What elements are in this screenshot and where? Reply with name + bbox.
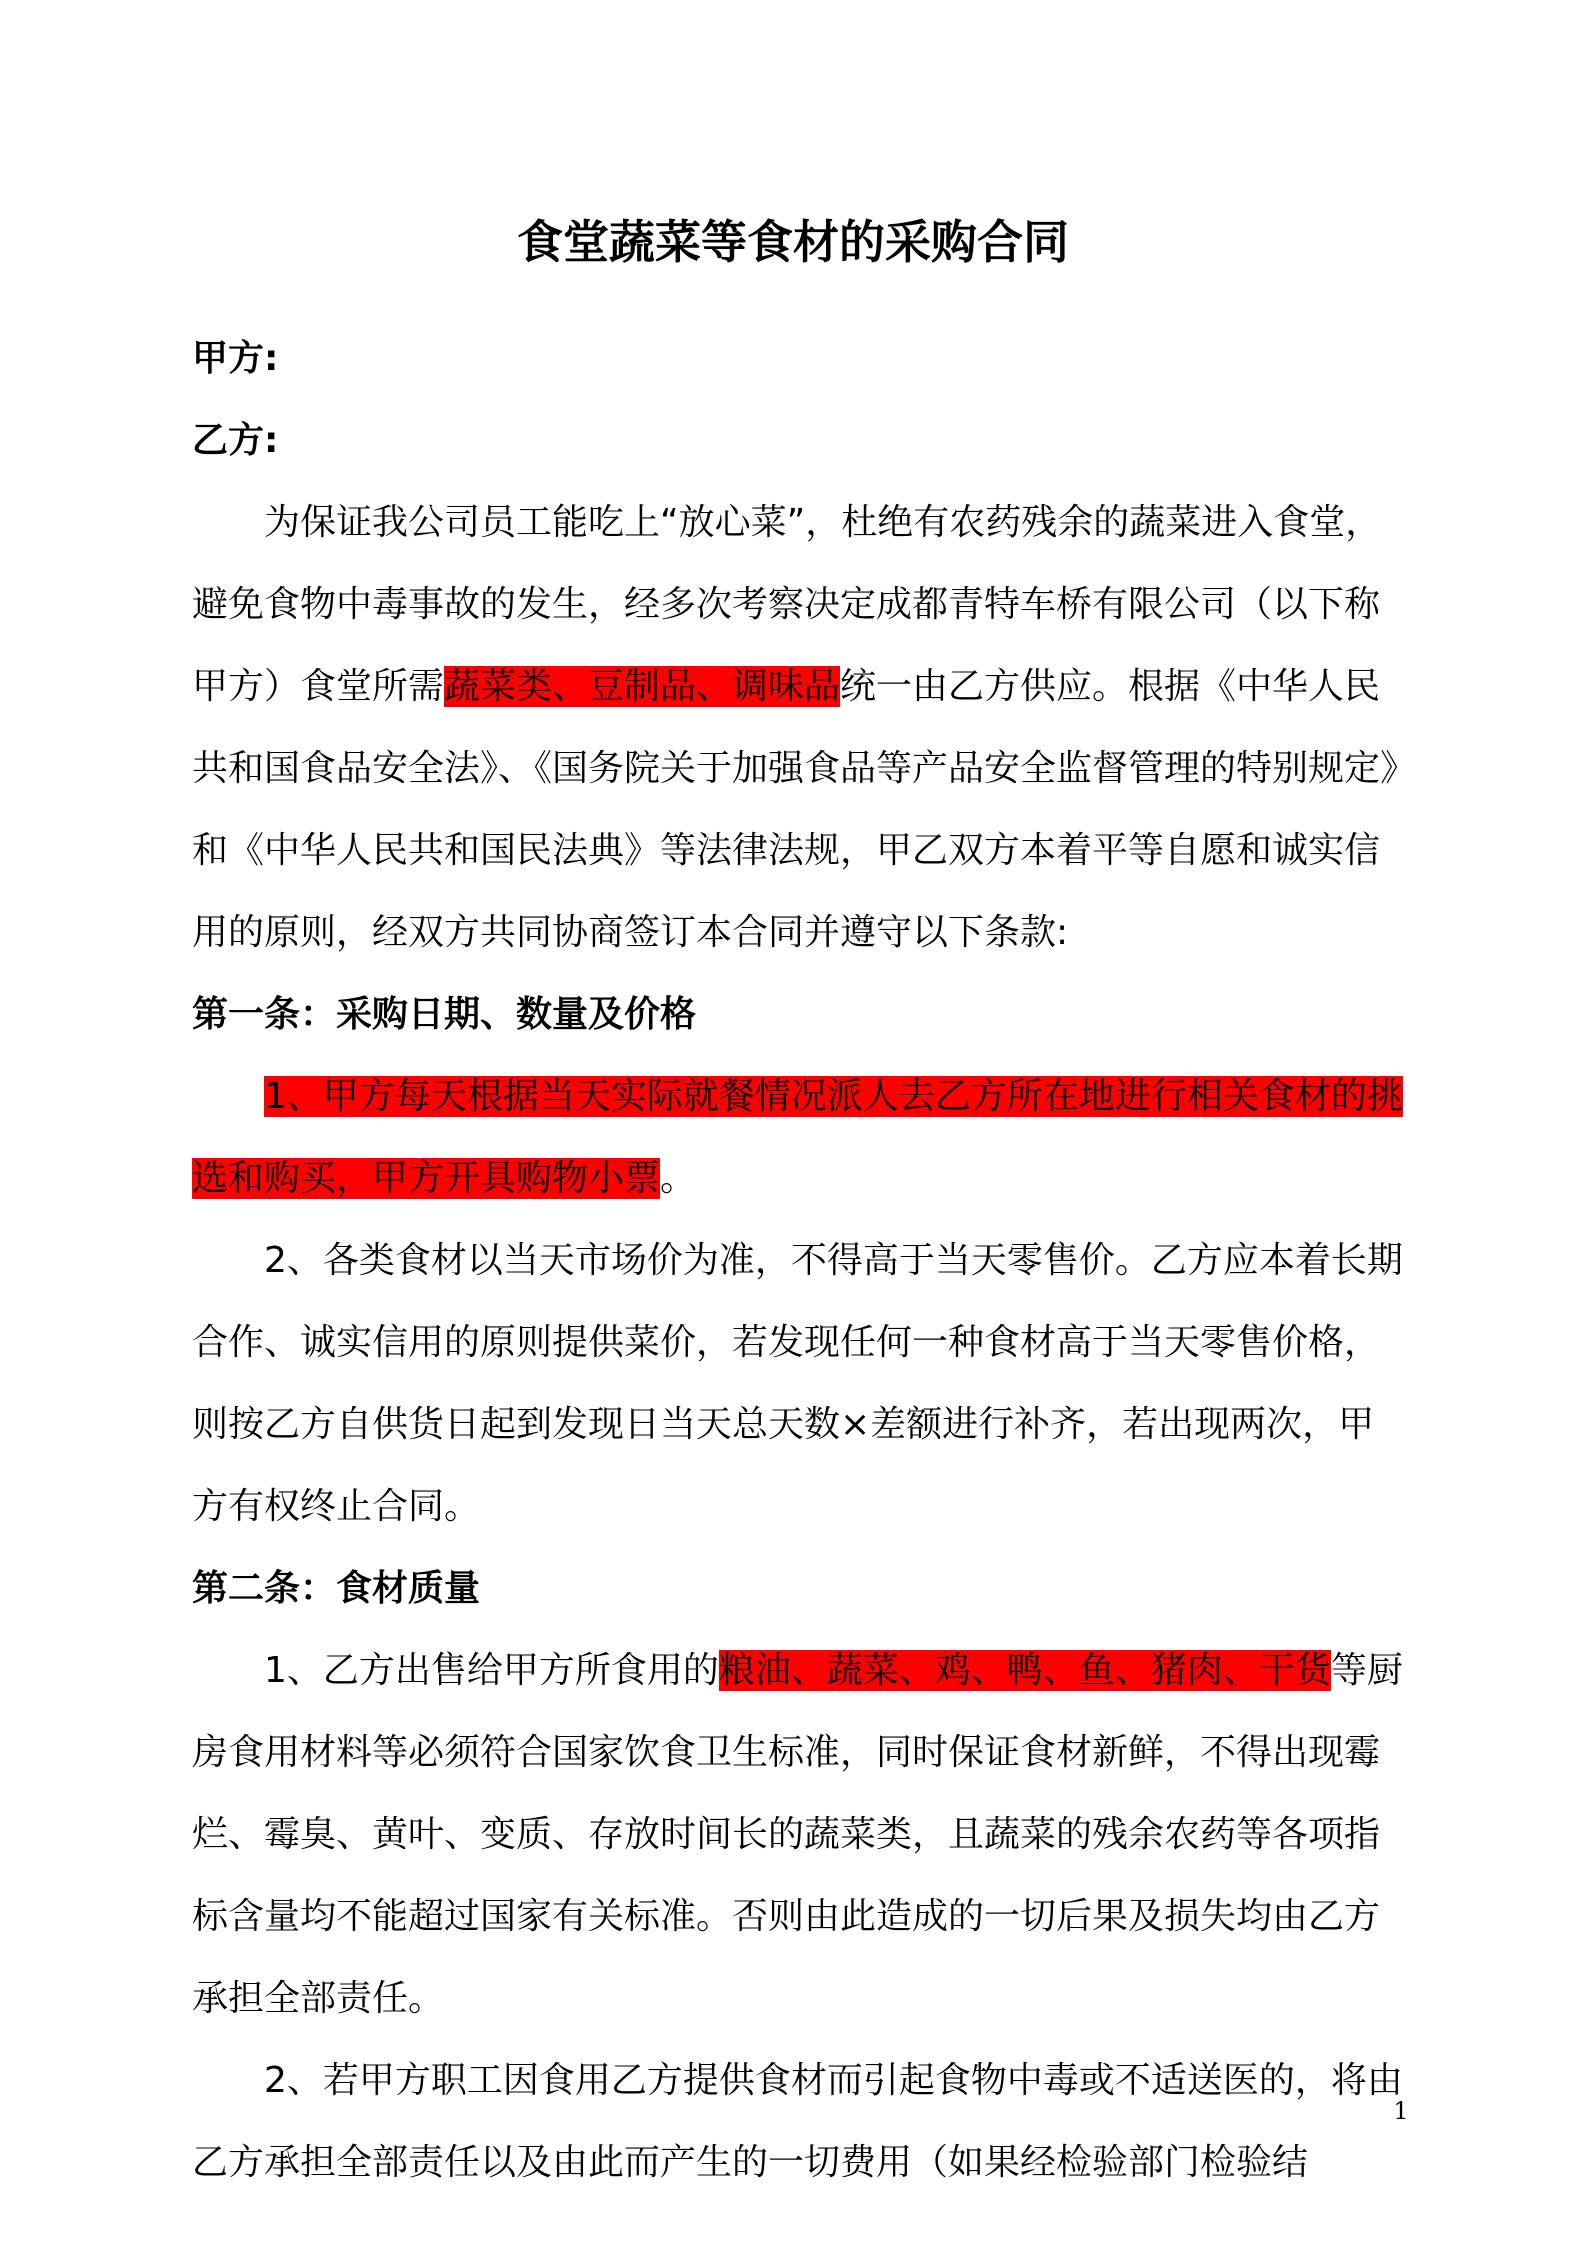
article2-heading: 第二条：食材质量 [192, 1568, 481, 1609]
article1-clause1-end: 。 [660, 1158, 697, 1199]
article1-clause1-highlight: 1、甲方每天根据当天实际就餐情况派人去乙方所在地进行相关食材的挑选和购买，甲方开具购物小票 [192, 1076, 1403, 1199]
page-number: 1 [1393, 2097, 1409, 2125]
intro-paragraph [192, 482, 1407, 974]
document-body [192, 318, 1407, 2204]
article2-clause1-highlight: 粮油、蔬菜、鸡、鸭、鱼、猪肉、干货 [718, 1650, 1331, 1691]
party-a-label: 甲方: [192, 338, 279, 379]
party-b-label: 乙方: [192, 420, 279, 461]
article2-clause1 [192, 1630, 1407, 2040]
article2-clause1-part2: 等厨房食用材料等必须符合国家饮食卫生标准，同时保证食材新鲜，不得出现霉烂、霉臭、黄叶、变质、存放时间长的蔬菜类，且蔬菜的残余农药等各项指标含量均不能超过国家有关标准。否则由此造成的一切后果及损失均由乙方承担全部责任。 [192, 1650, 1403, 2019]
article2-clause1-part1: 1、乙方出售给甲方所食用的 [264, 1650, 719, 1691]
article1-heading: 第一条：采购日期、数量及价格 [192, 994, 697, 1035]
article1-clause1 [192, 1056, 1407, 1220]
intro-text-part2: 统一由乙方供应。根据《中华人民共和国食品安全法》、《国务院关于加强食品等产品安全监督管理的特别规定》和《中华人民共和国民法典》等法律法规，甲乙双方本着平等自愿和诚实信用的原则，经双方共同协商签订本合同并遵守以下条款: [192, 666, 1399, 953]
intro-highlight: 蔬菜类、豆制品、调味品 [444, 666, 841, 707]
article2-clause2: 2、若甲方职工因食用乙方提供食材而引起食物中毒或不适送医的，将由乙方承担全部责任以及由此而产生的一切费用（如果经检验部门检验结 [192, 2060, 1403, 2183]
article1-clause2: 2、各类食材以当天市场价为准，不得高于当天零售价。乙方应本着长期合作、诚实信用的原则提供菜价，若发现任何一种食材高于当天零售价格，则按乙方自供货日起到发现日当天总天数×差额进行补齐，若出现两次，甲方有权终止合同。 [192, 1240, 1403, 1527]
document-title: 食堂蔬菜等食材的采购合同 [517, 215, 1069, 269]
intro-text-part1: 为保证我公司员工能吃上“放心菜”，杜绝有农药残余的蔬菜进入食堂，避免食物中毒事故的发生，经多次考察决定成都青特车桥有限公司（以下称甲方）食堂所需 [192, 502, 1382, 707]
